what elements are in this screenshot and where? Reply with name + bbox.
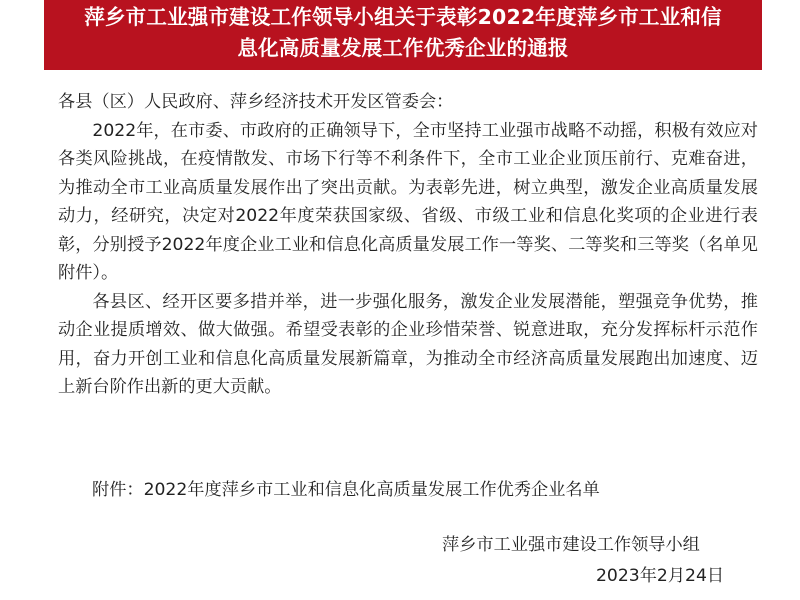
title-line-1: 萍乡市工业强市建设工作领导小组关于表彰2022年度萍乡市工业和信 bbox=[84, 5, 722, 29]
paragraph-2: 各县区、经开区要多措并举，进一步强化服务，激发企业发展潜能，塑强竞争优势，推动企业提质增效、做大做强。希望受表彰的企业珍惜荣誉、锐意进取，充分发挥标杆示范作用，奋力开创工业和信息化高质量发展新篇章，为推动全市经济高质量发展跑出加速度、迈上新台阶作出新的更大贡献。 bbox=[58, 291, 758, 397]
signature-organization: 萍乡市工业强市建设工作领导小组 bbox=[442, 535, 700, 555]
attachment-note: 附件：2022年度萍乡市工业和信息化高质量发展工作优秀企业名单 bbox=[92, 480, 600, 500]
notice-body bbox=[58, 88, 758, 402]
paragraph-1: 2022年，在市委、市政府的正确领导下，全市坚持工业强市战略不动摇，积极有效应对各类风险挑战，在疫情散发、市场下行等不利条件下，全市工业企业顶压前行、克难奋进，为推动全市工业高质量发展作出了突出贡献。为表彰先进，树立典型，激发企业高质量发展动力，经研究，决定对2022年度荣获国家级、省级、市级工业和信息化奖项的企业进行表彰，分别授予2022年度企业工业和信息化高质量发展工作一等奖、二等奖和三等奖（名单见附件）。 bbox=[58, 120, 758, 283]
title-line-2: 息化高质量发展工作优秀企业的通报 bbox=[237, 36, 569, 60]
title-banner bbox=[44, 0, 762, 70]
salutation: 各县（区）人民政府、萍乡经济技术开发区管委会： bbox=[58, 92, 454, 112]
signature-date: 2023年2月24日 bbox=[596, 566, 725, 586]
